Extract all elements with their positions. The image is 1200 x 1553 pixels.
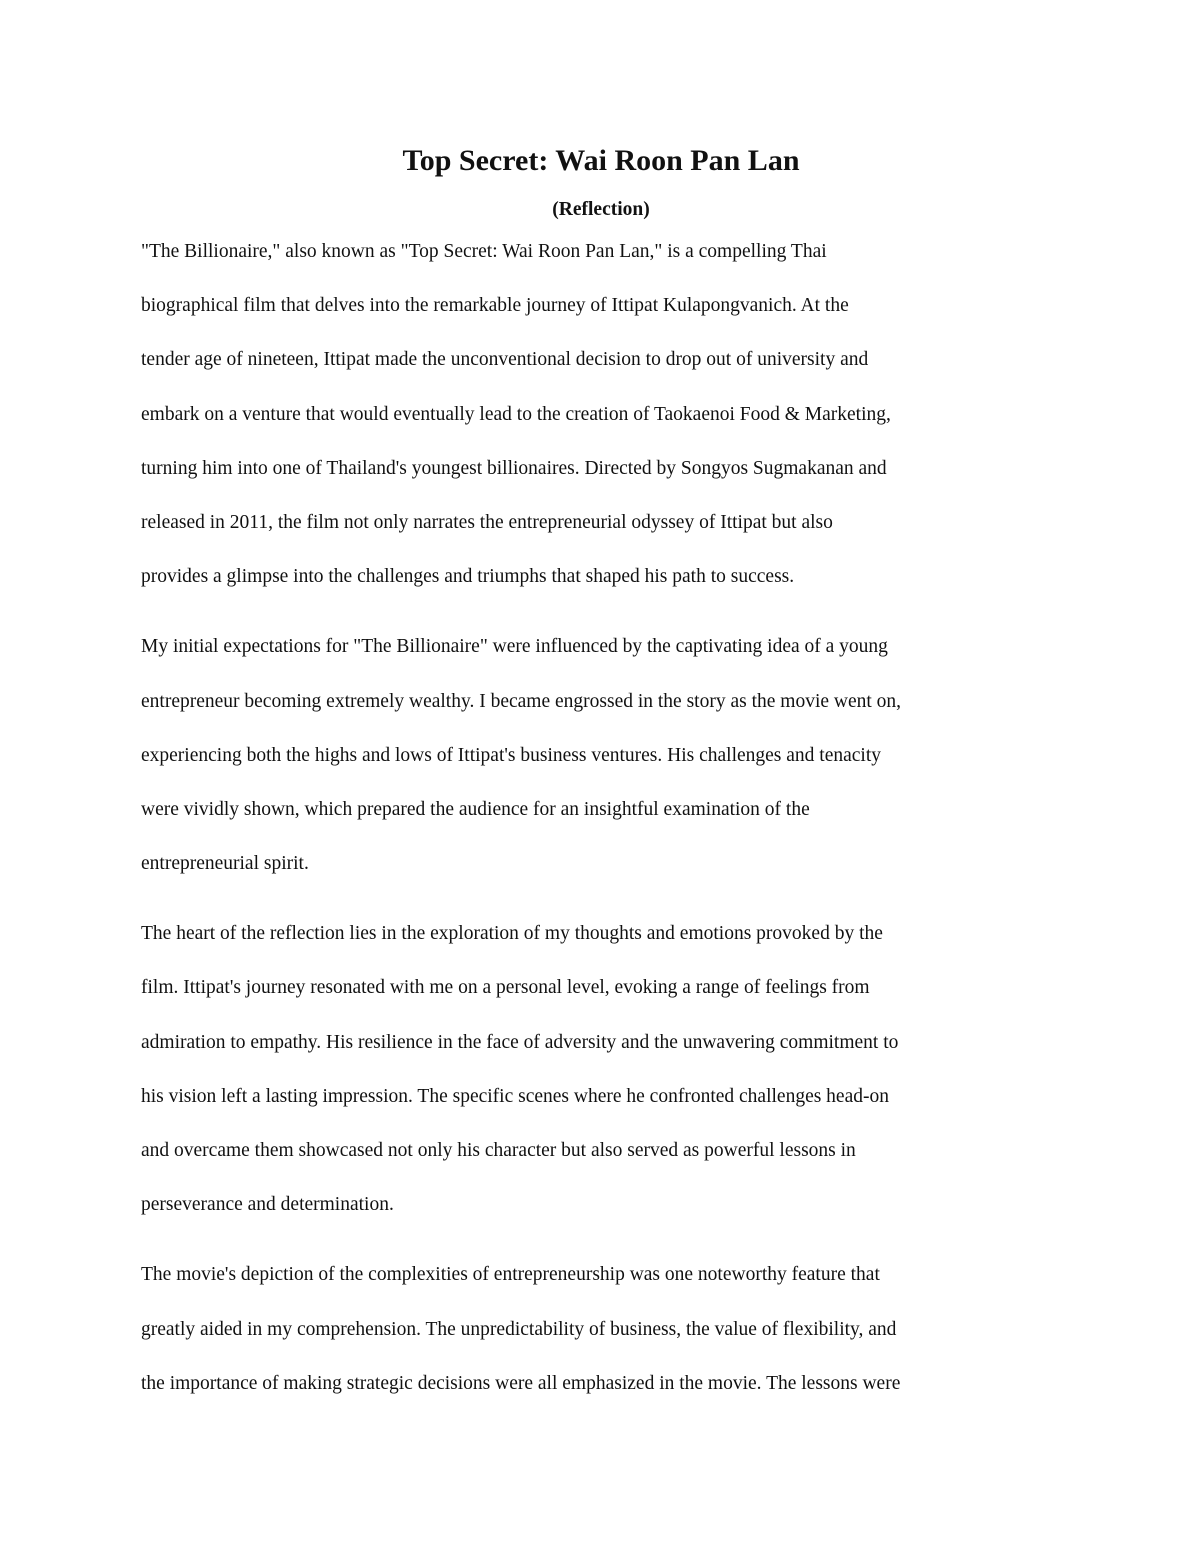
document-title: Top Secret: Wai Roon Pan Lan [402, 144, 800, 177]
text-line: "The Billionaire," also known as "Top Secret: Wai Roon Pan Lan," is a compelling Thai [141, 241, 827, 262]
text-line: entrepreneurial spirit. [141, 853, 309, 875]
text-line: entrepreneur becoming extremely wealthy. I became engrossed in the story as the movie went on, [141, 690, 902, 712]
text-line: turning him into one of Thailand's youngest billionaires. Directed by Songyos Sugmakanan and [141, 457, 887, 479]
text-line: greatly aided in my comprehension. The unpredictability of business, the value of flexibility, and [141, 1318, 897, 1340]
paragraph-list [141, 225, 1061, 1411]
text-line: The heart of the reflection lies in the exploration of my thoughts and emotions provoked by the [141, 923, 883, 945]
text-line: The movie's depiction of the complexities of entrepreneurship was one noteworthy feature that [141, 1264, 880, 1286]
text-line: released in 2011, the film not only narrates the entrepreneurial odyssey of Ittipat but also [141, 511, 833, 533]
text-line: his vision left a lasting impression. The specific scenes where he confronted challenges head-on [141, 1085, 889, 1107]
paragraph-1 [141, 225, 1061, 604]
text-line: and overcame them showcased not only his character but also served as powerful lessons in [141, 1140, 856, 1161]
text-line: admiration to empathy. His resilience in the face of adversity and the unwavering commitment to [141, 1031, 899, 1053]
paragraph-4 [141, 1248, 1061, 1411]
text-line: experiencing both the highs and lows of Ittipat's business ventures. His challenges and tenacity [141, 744, 882, 766]
text-line: film. Ittipat's journey resonated with me on a personal level, evoking a range of feelings from [141, 977, 870, 999]
paragraph-2 [141, 620, 1061, 891]
text-line: My initial expectations for "The Billionaire" were influenced by the captivating idea of a young [141, 636, 888, 658]
text-line: perseverance and determination. [141, 1194, 394, 1216]
text-line: embark on a venture that would eventually lead to the creation of Taokaenoi Food & Marketing, [141, 403, 891, 425]
text-line: provides a glimpse into the challenges and triumphs that shaped his path to success. [141, 566, 795, 588]
text-line: were vividly shown, which prepared the audience for an insightful examination of the [141, 798, 810, 820]
paragraph-3 [141, 907, 1061, 1232]
text-line: the importance of making strategic decisions were all emphasized in the movie. The lessons were [141, 1372, 901, 1394]
text-line: biographical film that delves into the remarkable journey of Ittipat Kulapongvanich. At the [141, 295, 849, 317]
document-body [141, 138, 1061, 1427]
document-subtitle: (Reflection) [552, 199, 650, 220]
text-line: tender age of nineteen, Ittipat made the unconventional decision to drop out of university and [141, 349, 869, 371]
